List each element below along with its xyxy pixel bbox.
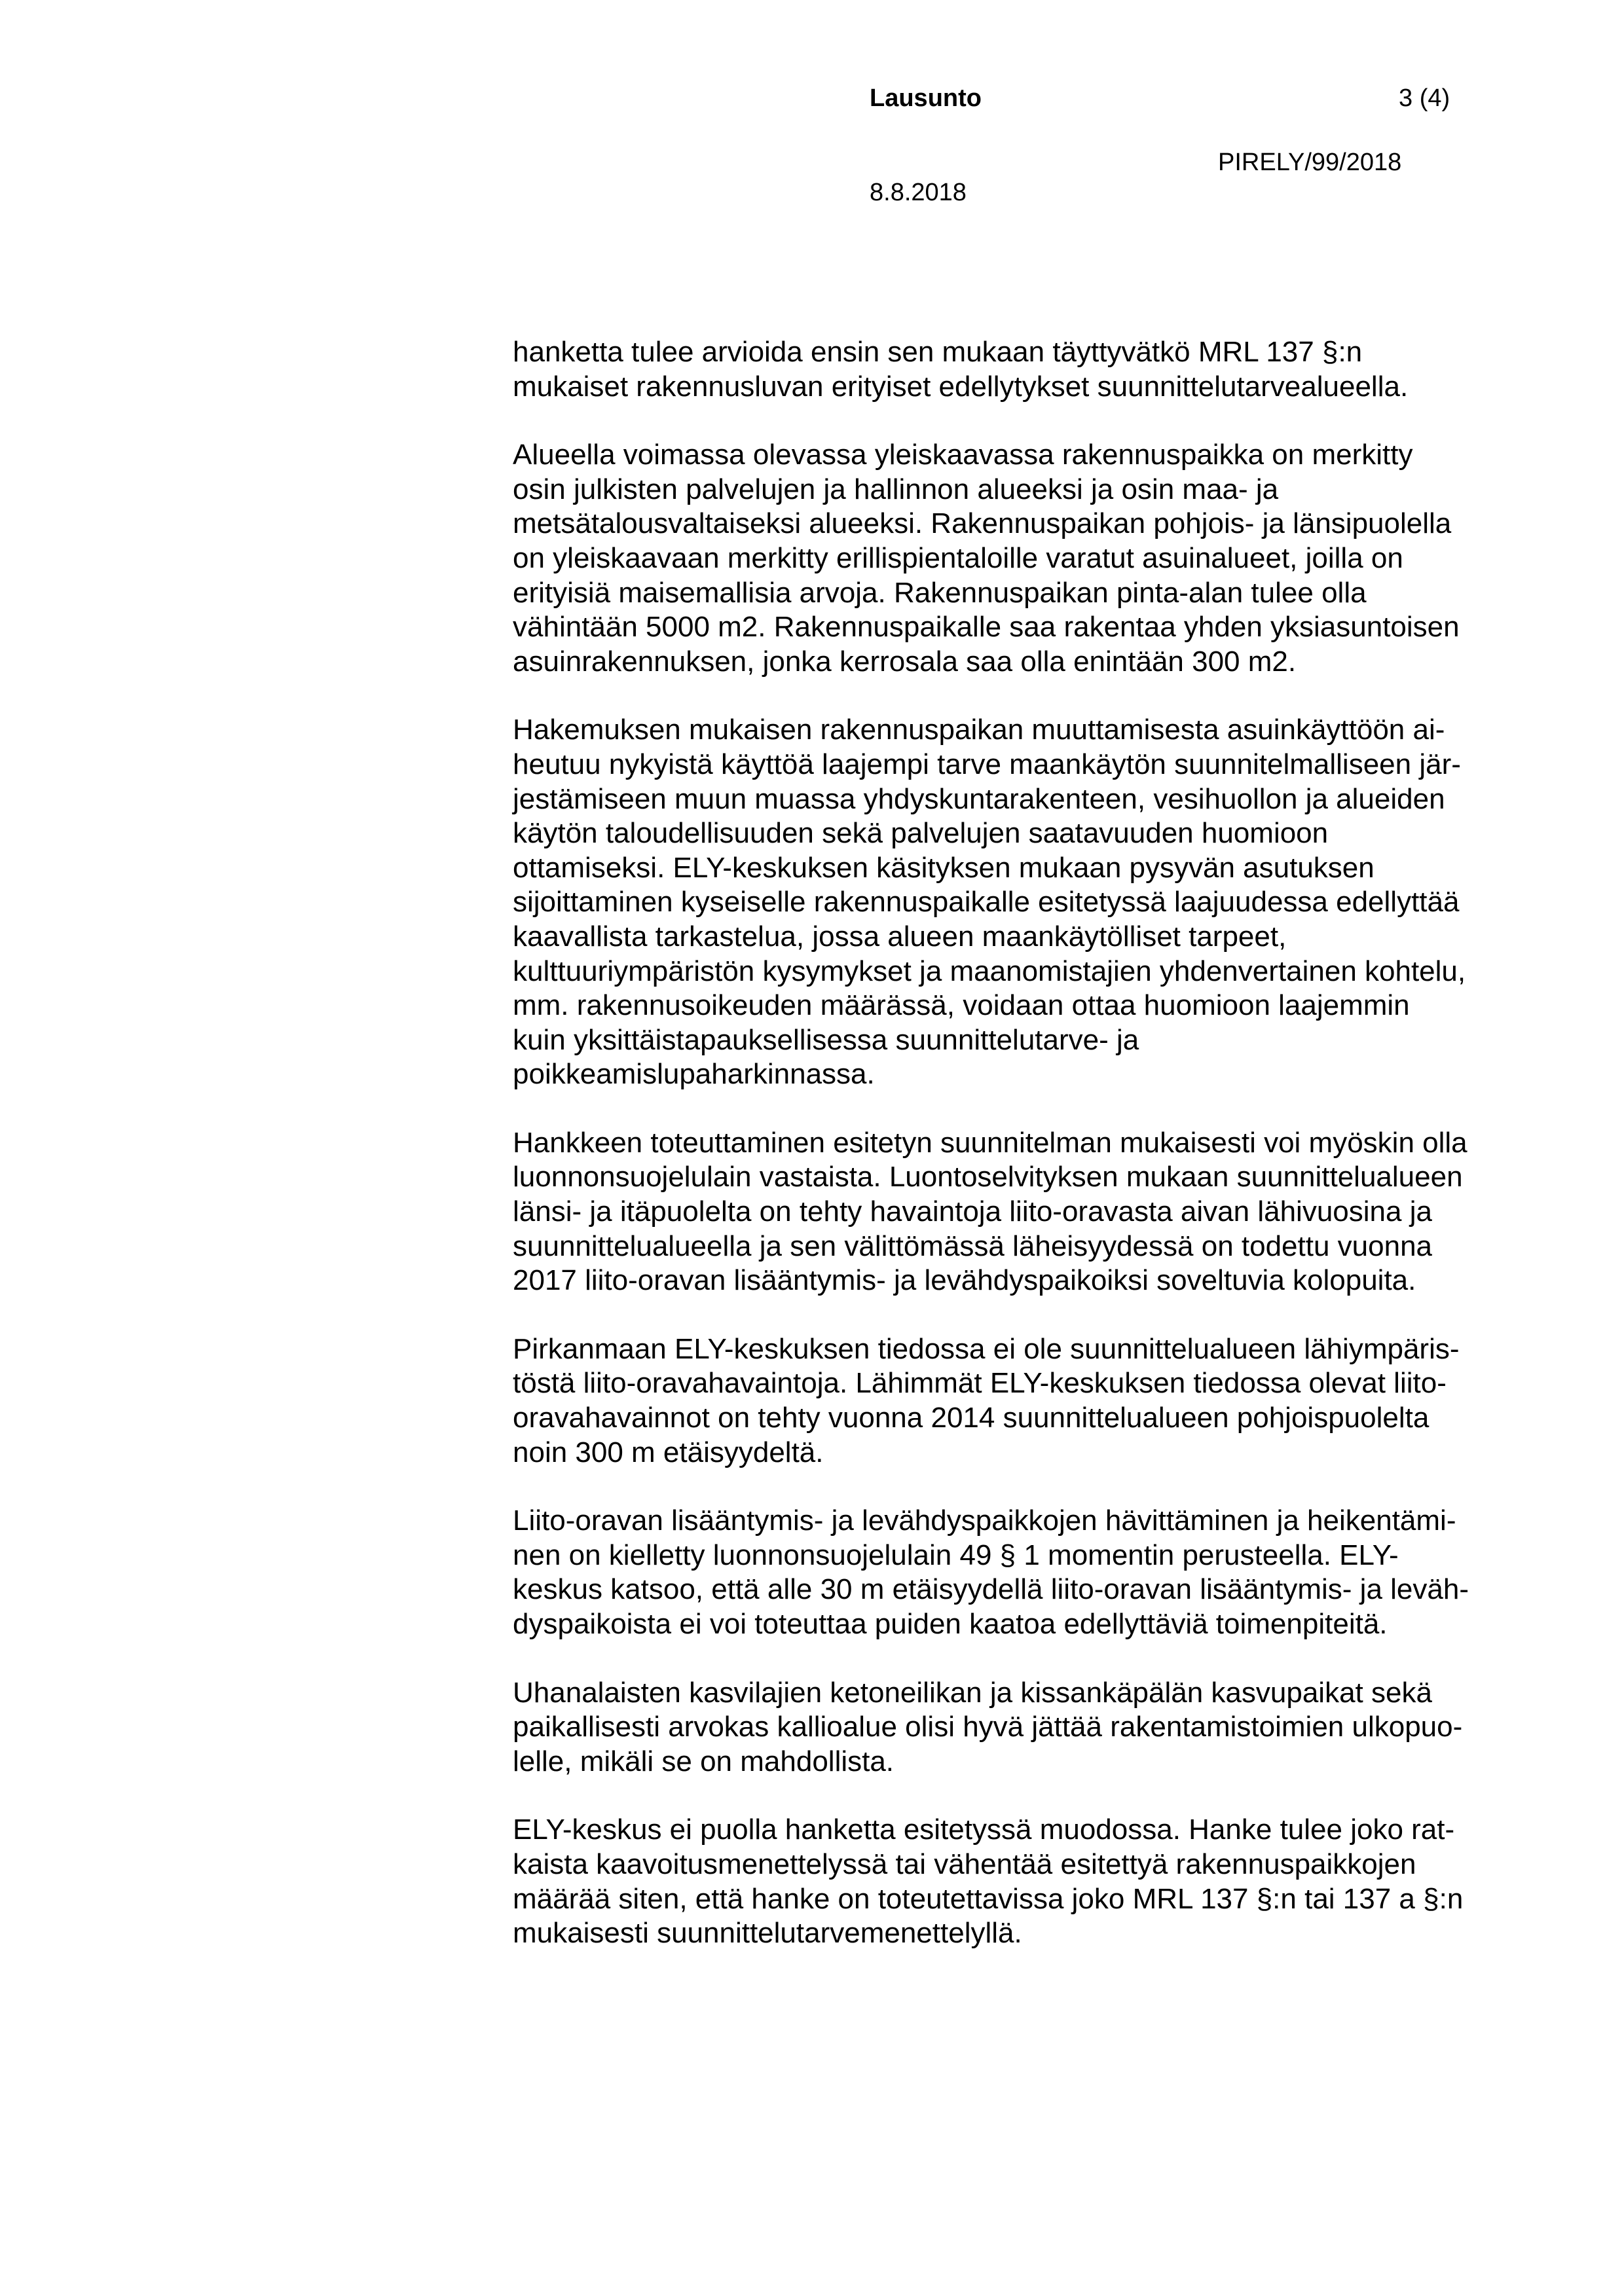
text-line: ELY-keskus ei puolla hanketta esitetyssä muodossa. Hanke tulee joko rat-: [513, 1813, 1455, 1846]
text-line: mm. rakennusoikeuden määrässä, voidaan ottaa huomioon laajemmin: [513, 989, 1410, 1022]
document-reference: PIRELY/99/2018: [1218, 149, 1402, 176]
text-line: 2017 liito-oravan lisääntymis- ja levähdyspaikoiksi soveltuvia kolopuita.: [513, 1264, 1416, 1297]
text-line: Hakemuksen mukaisen rakennuspaikan muuttamisesta asuinkäyttöön ai-: [513, 714, 1445, 746]
text-line: kaavallista tarkastelua, jossa alueen maankäytölliset tarpeet,: [513, 920, 1287, 953]
text-line: keskus katsoo, että alle 30 m etäisyydellä liito-oravan lisääntymis- ja leväh-: [513, 1573, 1469, 1606]
text-line: jestämiseen muun muassa yhdyskuntarakenteen, vesihuollon ja alueiden: [513, 782, 1445, 815]
text-line: luonnonsuojelulain vastaista. Luontoselvityksen mukaan suunnittelualueen: [513, 1161, 1463, 1194]
text-line: töstä liito-oravahavaintoja. Lähimmät ELY-keskuksen tiedossa olevat liito-: [513, 1367, 1447, 1400]
text-line: nen on kielletty luonnonsuojelulain 49 § 1 momentin perusteella. ELY-: [513, 1539, 1399, 1571]
text-line: osin julkisten palvelujen ja hallinnon alueeksi ja osin maa- ja: [513, 473, 1279, 505]
text-line: kaista kaavoitusmenettelyssä tai vähentää esitettyä rakennuspaikkojen: [513, 1848, 1416, 1880]
page-number: 3 (4): [1399, 84, 1450, 112]
text-line: erityisiä maisemallisia arvoja. Rakennuspaikan pinta-alan tulee olla: [513, 576, 1367, 609]
text-line: mukaisesti suunnittelutarvemenettelyllä.: [513, 1917, 1022, 1950]
text-line: Hankkeen toteuttaminen esitetyn suunnitelman mukaisesti voi myöskin olla: [513, 1126, 1467, 1159]
text-line: vähintään 5000 m2. Rakennuspaikalle saa rakentaa yhden yksiasuntoisen: [513, 611, 1460, 644]
text-line: hanketta tulee arvioida ensin sen mukaan täyttyvätkö MRL 137 §:n: [513, 336, 1363, 368]
text-line: metsätalousvaltaiseksi alueeksi. Rakennuspaikan pohjois- ja länsipuolella: [513, 507, 1452, 540]
text-line: noin 300 m etäisyydeltä.: [513, 1436, 824, 1468]
paragraph-1: [513, 335, 1534, 404]
text-line: dyspaikoista ei voi toteuttaa puiden kaatoa edellyttäviä toimenpiteitä.: [513, 1608, 1388, 1640]
text-line: ottamiseksi. ELY-keskuksen käsityksen mukaan pysyvän asutuksen: [513, 851, 1375, 884]
text-line: länsi- ja itäpuolelta on tehty havaintoja liito-oravasta aivan lähivuosina ja: [513, 1195, 1432, 1228]
paragraph-5: [513, 1332, 1534, 1470]
text-line: Liito-oravan lisääntymis- ja levähdyspaikkojen hävittäminen ja heikentämi-: [513, 1504, 1456, 1537]
paragraph-4: [513, 1126, 1534, 1298]
document-body: [513, 335, 1534, 1985]
paragraph-7: [513, 1676, 1534, 1779]
document-type-title: Lausunto: [870, 84, 982, 112]
text-line: heutuu nykyistä käyttöä laajempi tarve maankäytön suunnitelmalliseen jär-: [513, 748, 1461, 780]
text-line: lelle, mikäli se on mahdollista.: [513, 1745, 895, 1777]
text-line: Uhanalaisten kasvilajien ketoneilikan ja kissankäpälän kasvupaikat sekä: [513, 1676, 1432, 1709]
text-line: kulttuuriympäristön kysymykset ja maanomistajien yhdenvertainen kohtelu,: [513, 955, 1466, 987]
text-line: on yleiskaavaan merkitty erillispientaloille varatut asuinalueet, joilla on: [513, 541, 1403, 574]
text-line: suunnittelualueella ja sen välittömässä läheisyydessä on todettu vuonna: [513, 1230, 1433, 1262]
paragraph-6: [513, 1504, 1534, 1641]
text-line: poikkeamislupaharkinnassa.: [513, 1058, 875, 1091]
text-line: Alueella voimassa olevassa yleiskaavassa rakennuspaikka on merkitty: [513, 439, 1413, 471]
paragraph-2: [513, 438, 1534, 679]
paragraph-8: [513, 1813, 1534, 1950]
text-line: kuin yksittäistapauksellisessa suunnittelutarve- ja: [513, 1023, 1139, 1056]
text-line: Pirkanmaan ELY-keskuksen tiedossa ei ole suunnittelualueen lähiympäris-: [513, 1332, 1460, 1365]
text-line: sijoittaminen kyseiselle rakennuspaikalle esitetyssä laajuudessa edellyttää: [513, 886, 1460, 919]
text-line: määrää siten, että hanke on toteutettavissa joko MRL 137 §:n tai 137 a §:n: [513, 1882, 1464, 1915]
text-line: mukaiset rakennusluvan erityiset edellytykset suunnittelutarvealueella.: [513, 370, 1409, 403]
text-line: oravahavainnot on tehty vuonna 2014 suunnittelualueen pohjoispuolelta: [513, 1402, 1430, 1434]
text-line: paikallisesti arvokas kallioalue olisi hyvä jättää rakentamistoimien ulkopuo-: [513, 1711, 1463, 1743]
text-line: käytön taloudellisuuden sekä palvelujen saatavuuden huomioon: [513, 817, 1329, 850]
paragraph-3: [513, 713, 1534, 1092]
document-date: 8.8.2018: [870, 179, 967, 206]
text-line: asuinrakennuksen, jonka kerrosala saa olla enintään 300 m2.: [513, 645, 1297, 678]
